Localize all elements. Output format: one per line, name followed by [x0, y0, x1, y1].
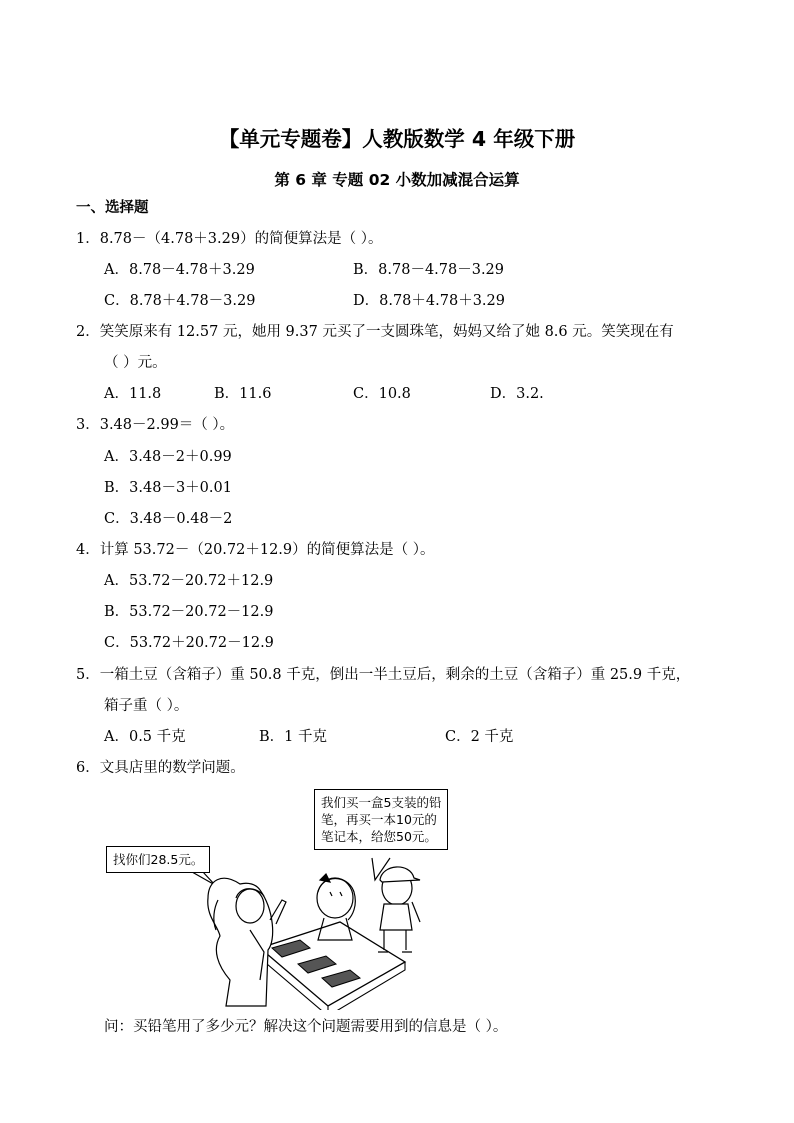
- page-title: 【单元专题卷】人教版数学 4 年级下册: [218, 127, 576, 151]
- q4-option-a[interactable]: A．53.72－20.72＋12.9: [104, 573, 274, 589]
- q2-stem-line2: （ ）元。: [104, 355, 167, 371]
- q4-stem: 4．计算 53.72－（20.72＋12.9）的简便算法是（ ）。: [76, 542, 435, 558]
- q1-option-c[interactable]: C．8.78＋4.78－3.29: [104, 293, 256, 309]
- q3-stem: 3．3.48－2.99＝（ ）。: [76, 417, 235, 433]
- q1-option-d[interactable]: D．8.78＋4.78＋3.29: [353, 293, 505, 309]
- speech-bubble-children: 我们买一盒5支装的铅 笔，再买一本10元的 笔记本，给您50元。: [314, 789, 448, 850]
- q5-stem: 5．一箱土豆（含箱子）重 50.8 千克，倒出一半土豆后，剩余的土豆（含箱子）重 25.9 千克，: [76, 667, 691, 683]
- q2-option-b[interactable]: B．11.6: [214, 386, 272, 402]
- q2-option-c[interactable]: C．10.8: [353, 386, 411, 402]
- q5-stem-line2: 箱子重（ ）。: [104, 698, 189, 714]
- section-heading: 一、选择题: [76, 200, 149, 216]
- q4-option-c[interactable]: C．53.72＋20.72－12.9: [104, 635, 274, 651]
- q3-option-c[interactable]: C．3.48－0.48－2: [104, 511, 233, 527]
- q5-option-c[interactable]: C．2 千克: [445, 729, 514, 745]
- q4-option-b[interactable]: B．53.72－20.72－12.9: [104, 604, 274, 620]
- q2-option-a[interactable]: A．11.8: [104, 386, 162, 402]
- speech-bubble-cashier: 找你们28.5元。: [106, 846, 210, 873]
- q1-stem: 1．8.78－（4.78＋3.29）的简便算法是（ ）。: [76, 231, 383, 247]
- boy-figure: [378, 867, 420, 952]
- q1-option-a[interactable]: A．8.78－4.78＋3.29: [104, 262, 255, 278]
- q3-option-b[interactable]: B．3.48－3＋0.01: [104, 480, 232, 496]
- q6-stem: 6．文具店里的数学问题。: [76, 760, 245, 776]
- q6-question: 问：买铅笔用了多少元？解决这个问题需要用到的信息是（ ）。: [104, 1019, 508, 1035]
- q3-option-a[interactable]: A．3.48－2＋0.99: [104, 449, 232, 465]
- q5-option-b[interactable]: B．1 千克: [259, 729, 327, 745]
- q1-option-b[interactable]: B．8.78－4.78－3.29: [353, 262, 505, 278]
- page-subtitle: 第 6 章 专题 02 小数加减混合运算: [274, 171, 520, 189]
- q2-stem: 2．笑笑原来有 12.57 元，她用 9.37 元买了一支圆珠笔，妈妈又给了她 8.6 元。笑笑现在有: [76, 324, 674, 340]
- q5-option-a[interactable]: A．0.5 千克: [104, 729, 186, 745]
- q2-option-d[interactable]: D．3.2.: [490, 386, 544, 402]
- shopkeeper-figure: [208, 878, 286, 1006]
